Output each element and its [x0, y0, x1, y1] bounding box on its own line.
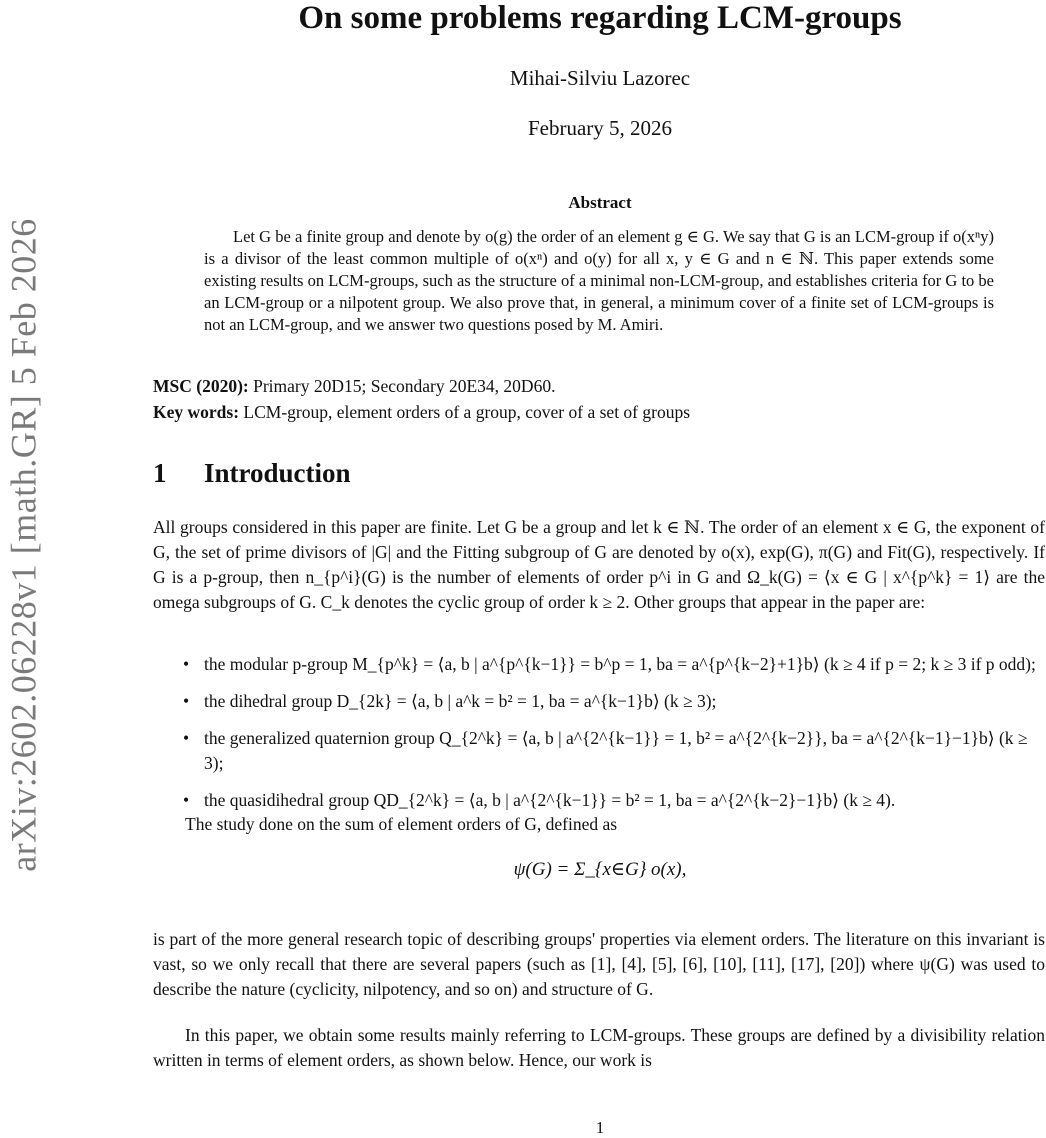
abstract-heading: Abstract: [568, 193, 632, 212]
arxiv-side-stamp: [0, 165, 48, 925]
intro-paragraph-3: is part of the more general research topic of describing groups' properties via element orders. The literature on this invariant is vast, so we only recall that there are several papers (such as [1], [4], [5], [6], [10], [11], [17], [20]) where ψ(G) was used to describe the nature (cyclicity, nilpotency, and so on) and structure of G.: [153, 929, 1045, 999]
keywords-label: Key words:: [153, 402, 240, 422]
list-item: • the quasidihedral group QD_{2^k} = ⟨a, b | a^{2^{k−1}} = b² = 1, ba = a^{2^{k−2}−1}b⟩ (k ≥ 4).: [153, 788, 1045, 813]
section-heading: [153, 458, 351, 489]
msc-text: Primary 20D15; Secondary 20E34, 20D60.: [253, 376, 556, 396]
section-title: Introduction: [204, 458, 351, 488]
msc-line: [153, 376, 1043, 397]
keywords-line: [153, 402, 1043, 423]
author-name: Mihai-Silviu Lazorec: [509, 66, 691, 90]
msc-label: MSC (2020):: [153, 376, 249, 396]
intro-paragraph-4: In this paper, we obtain some results mainly referring to LCM-groups. These groups are defined by a divisibility relation written in terms of element orders, as shown below. Hence, our work is: [153, 1025, 1045, 1070]
list-item: • the dihedral group D_{2k} = ⟨a, b | a^k = b² = 1, ba = a^{k−1}b⟩ (k ≥ 3);: [153, 689, 1045, 714]
intro-paragraph-2: The study done on the sum of element orders of G, defined as: [185, 814, 618, 834]
abstract-text: Let G be a finite group and denote by o(g) the order of an element g ∈ G. We say that G is an LCM-group if o(xⁿy) is a divisor of the least common multiple of o(xⁿ) and o(y) for all x, y ∈ G and n ∈ ℕ. This paper extends some existing results on LCM-groups, such as the structure of a minimal non-LCM-group, and establishes criteria for G to be an LCM-group or a nilpotent group. We also prove that, in general, a minimum cover of a finite set of LCM-groups is not an LCM-group, and we answer two questions posed by M. Amiri.: [204, 227, 995, 334]
keywords-text: LCM-group, element orders of a group, cover of a set of groups: [243, 402, 691, 422]
list-item: • the modular p-group M_{p^k} = ⟨a, b | a^{p^{k−1}} = b^p = 1, ba = a^{p^{k−2}+1}b⟩ (k ≥ 4 if p = 2; k ≥ 3 if p odd);: [153, 652, 1045, 677]
intro-paragraph-1: All groups considered in this paper are finite. Let G be a group and let k ∈ ℕ. The order of an element x ∈ G, the exponent of G, the set of prime divisors of |G| and the Fitting subgroup of G are denoted by o(x), exp(G), π(G) and Fit(G), respectively. If G is a p-group, then n_{p^i}(G) is the number of elements of order p^i in G and Ω_k(G) = ⟨x ∈ G | x^{p^k} = 1⟩ are the omega subgroups of G. C_k denotes the cyclic group of order k ≥ 2. Other groups that appear in the paper are:: [153, 517, 1045, 612]
group-definitions-list: [153, 652, 1045, 825]
arxiv-identifier: arXiv:2602.06228v1 [math.GR] 5 Feb 2026: [4, 218, 44, 872]
paper-date: February 5, 2026: [527, 116, 673, 140]
section-number: 1: [153, 458, 167, 488]
page-number: 1: [595, 1118, 605, 1137]
display-formula: ψ(G) = Σ_{x∈G} o(x),: [513, 859, 687, 880]
list-item: • the generalized quaternion group Q_{2^k} = ⟨a, b | a^{2^{k−1}} = 1, b² = a^{2^{k−2}}, ba = a^{2^{k−1}−1}b⟩ (k ≥ 3);: [153, 726, 1045, 776]
paper-title: On some problems regarding LCM-groups: [298, 0, 902, 36]
